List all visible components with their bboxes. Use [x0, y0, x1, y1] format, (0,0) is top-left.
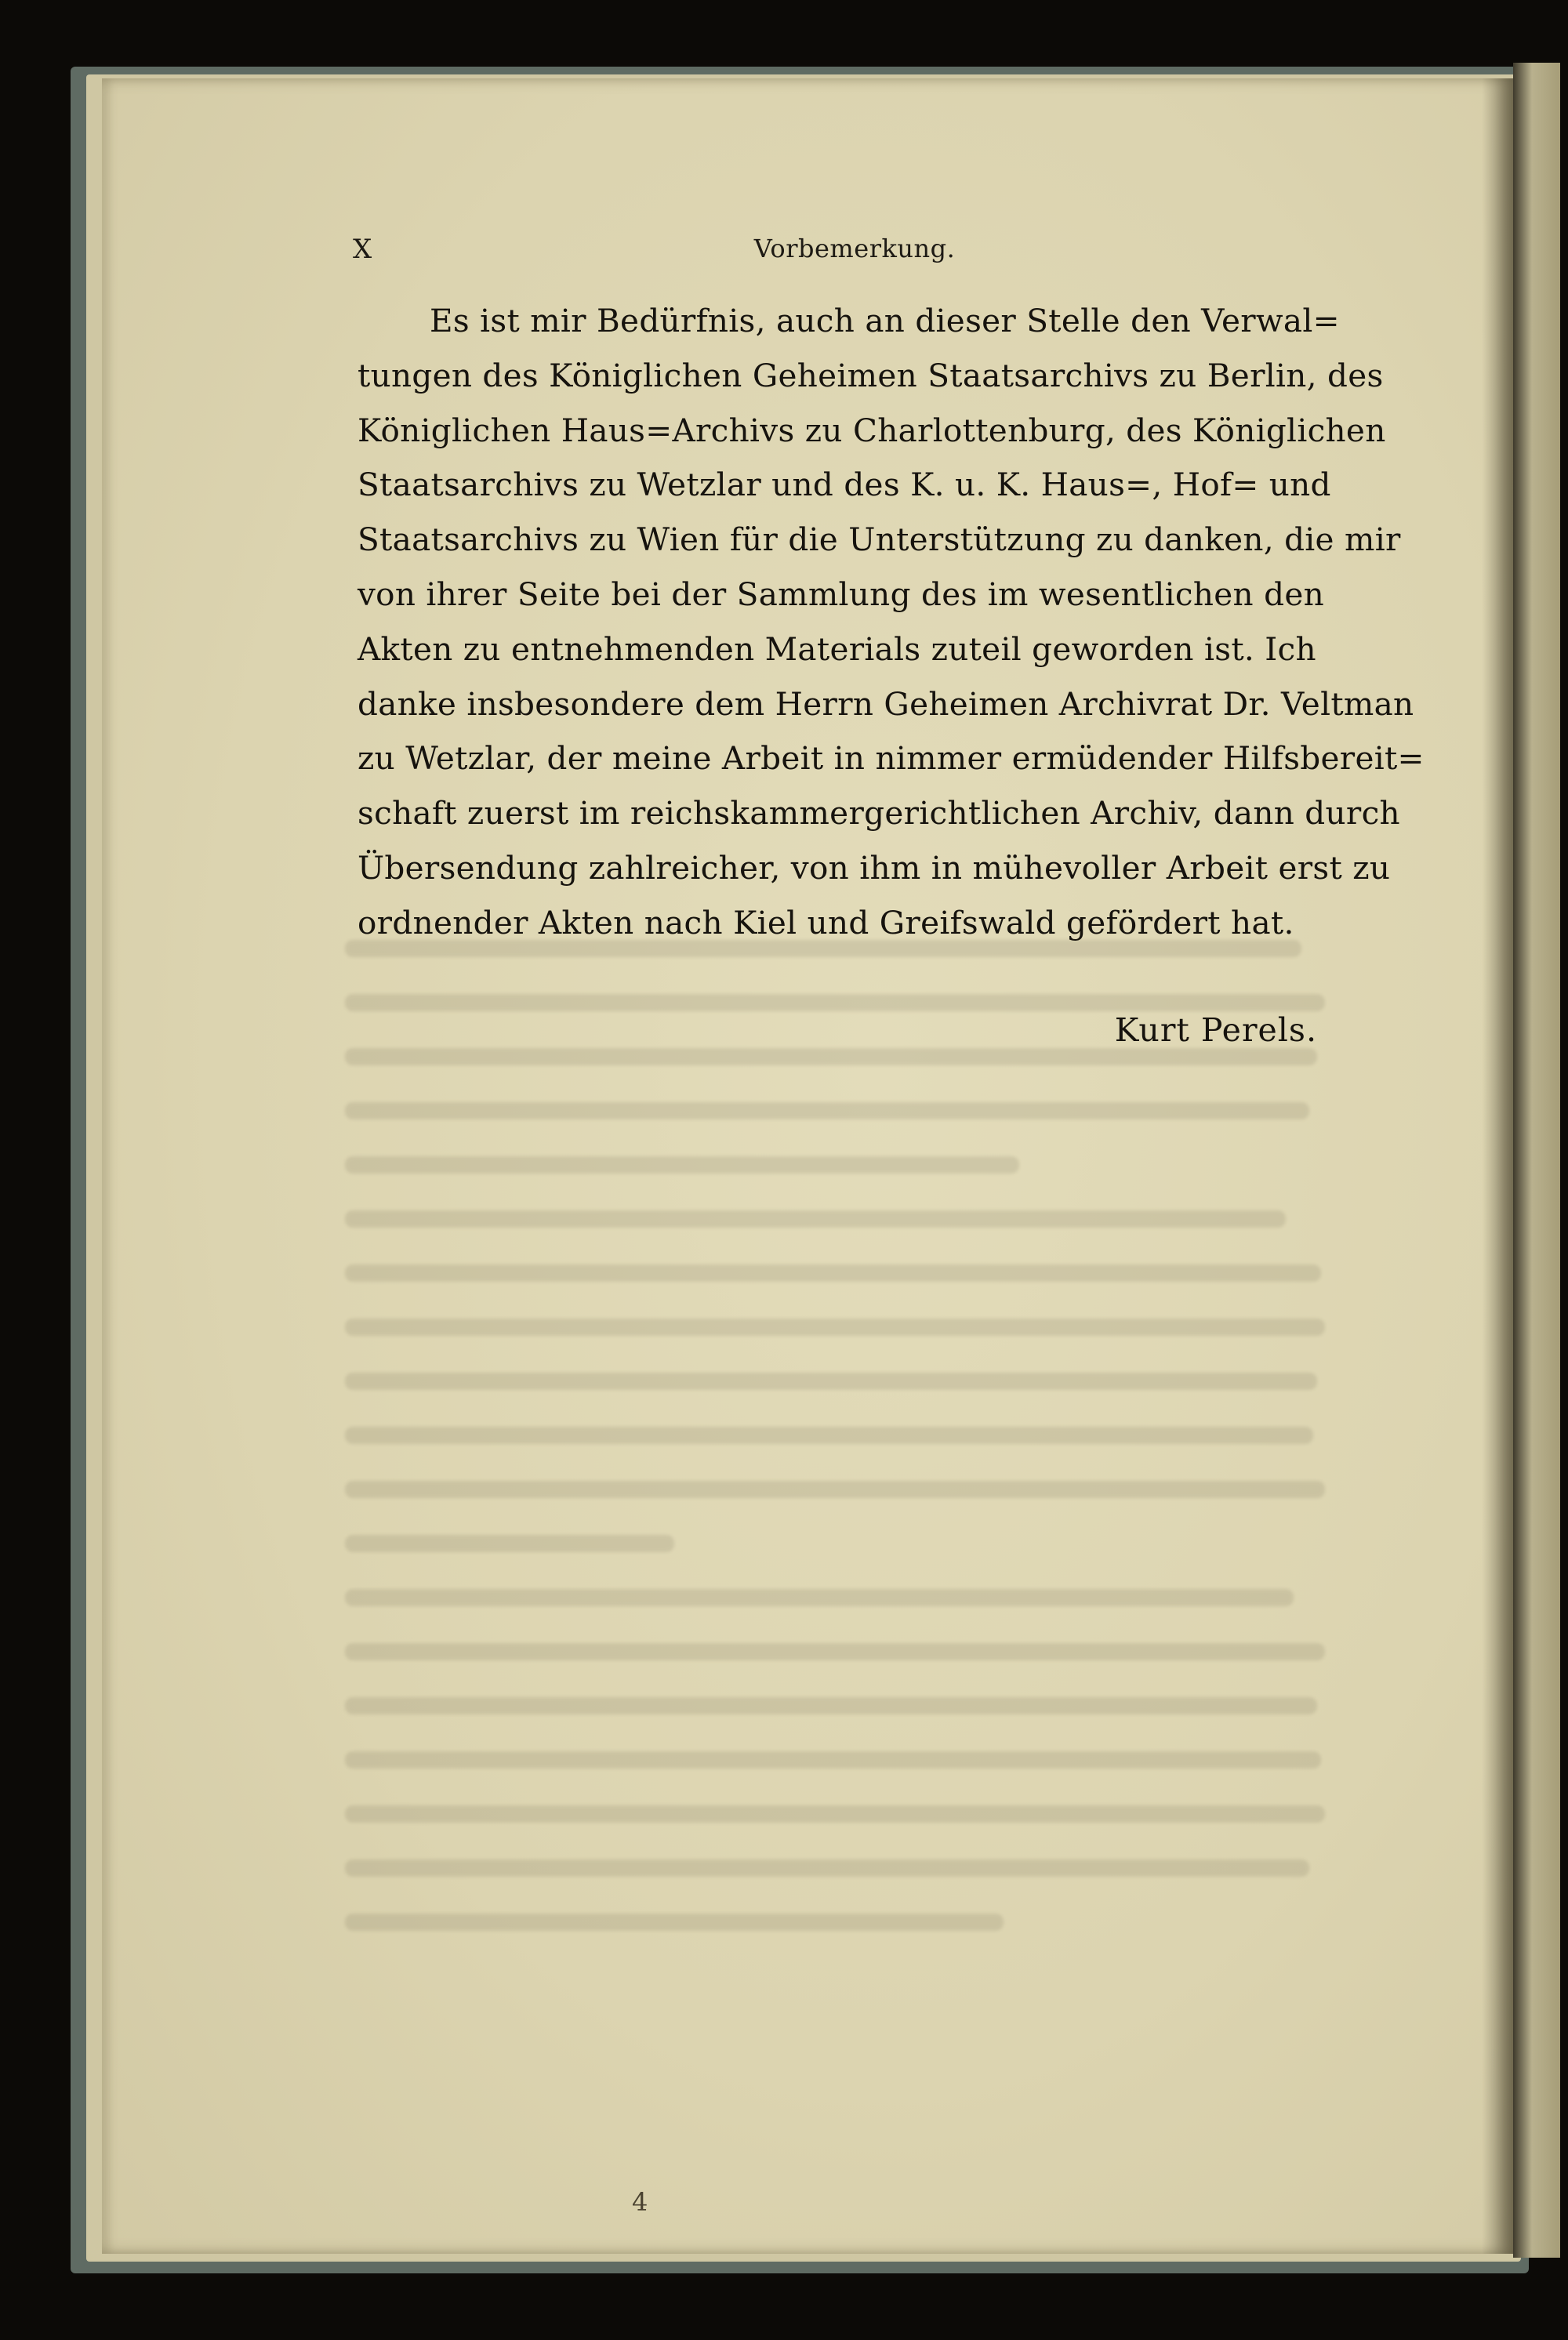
text-line: Akten zu entnehmenden Materials zuteil geworden ist. Ich	[358, 629, 1316, 668]
page-header	[353, 234, 1356, 273]
page-number: X	[353, 234, 373, 265]
text-line: Übersendung zahlreicher, von ihm in mühevoller Arbeit erst zu	[358, 848, 1391, 887]
author-signature: Kurt Perels.	[1114, 1011, 1317, 1049]
running-title: Vorbemerkung.	[753, 234, 956, 263]
footer-mark: 4	[632, 2187, 648, 2217]
text-line: Königlichen Haus=Archivs zu Charlottenburg, des Königlichen	[358, 411, 1386, 449]
text-line: schaft zuerst im reichskammergerichtlichen Archiv, dann durch	[358, 794, 1400, 833]
text-line: danke insbesondere dem Herrn Geheimen Archivrat Dr. Veltman	[358, 684, 1414, 723]
facing-page-edge	[1513, 63, 1560, 2258]
body-paragraph	[358, 294, 1425, 951]
text-line: tungen des Königlichen Geheimen Staatsarchivs zu Berlin, des	[358, 356, 1384, 394]
text-line: Staatsarchivs zu Wetzlar und des K. u. K. Haus=, Hof= und	[358, 466, 1331, 504]
text-line: von ihrer Seite bei der Sammlung des im wesentlichen den	[358, 575, 1324, 613]
text-line: Es ist mir Bedürfnis, auch an dieser Stelle den Verwal=	[430, 302, 1340, 339]
text-line: ordnender Akten nach Kiel und Greifswald gefördert hat.	[358, 903, 1294, 941]
spine-shadow	[1482, 78, 1513, 2254]
text-line: Staatsarchivs zu Wien für die Unterstützung zu danken, die mir	[358, 521, 1401, 559]
text-line: zu Wetzlar, der meine Arbeit in nimmer ermüdender Hilfsbereit=	[358, 739, 1425, 778]
